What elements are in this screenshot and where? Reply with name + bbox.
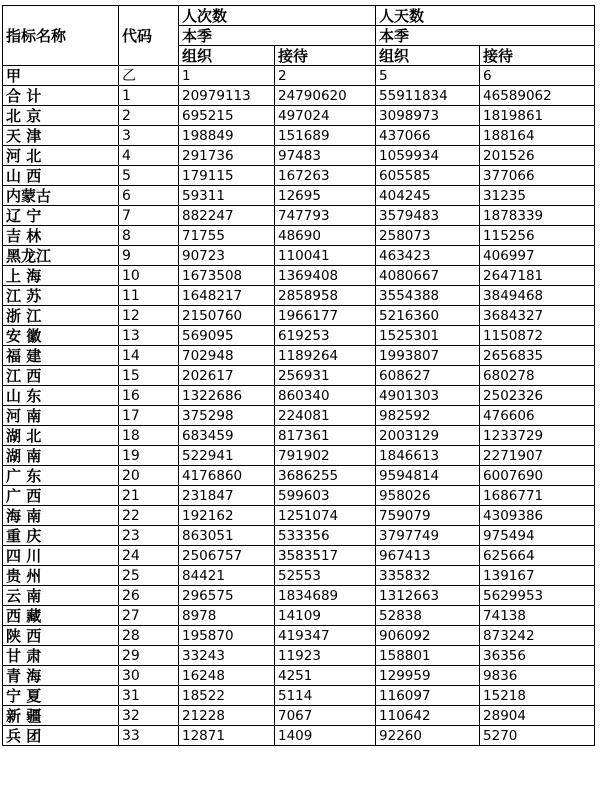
region-name-cell: 天 津 <box>3 126 119 146</box>
code-cell: 25 <box>119 566 179 586</box>
person-days-receive-cell: 139167 <box>480 566 595 586</box>
code-cell: 31 <box>119 686 179 706</box>
person-days-organize-cell: 110642 <box>376 706 480 726</box>
person-times-receive-cell: 110041 <box>275 246 376 266</box>
region-name-cell: 海 南 <box>3 506 119 526</box>
person-times-organize-cell: 2150760 <box>179 306 275 326</box>
person-times-organize-cell: 202617 <box>179 366 275 386</box>
tourism-statistics-table <box>2 5 595 746</box>
person-times-organize-cell: 1322686 <box>179 386 275 406</box>
person-days-organize-cell: 52838 <box>376 606 480 626</box>
region-name-cell: 河 北 <box>3 146 119 166</box>
index-cell: 甲 <box>3 66 119 86</box>
person-times-receive-cell: 3583517 <box>275 546 376 566</box>
region-name-cell: 兵 团 <box>3 726 119 746</box>
region-name-cell: 贵 州 <box>3 566 119 586</box>
person-days-receive-cell: 873242 <box>480 626 595 646</box>
person-times-receive-cell: 52553 <box>275 566 376 586</box>
table-row <box>3 286 595 306</box>
code-cell: 1 <box>119 86 179 106</box>
code-cell: 13 <box>119 326 179 346</box>
person-times-receive-cell: 151689 <box>275 126 376 146</box>
person-days-organize-cell: 3579483 <box>376 206 480 226</box>
person-days-receive-cell: 115256 <box>480 226 595 246</box>
person-days-receive-cell: 6007690 <box>480 466 595 486</box>
table-row <box>3 486 595 506</box>
person-days-receive-cell: 2502326 <box>480 386 595 406</box>
person-times-receive-cell: 2858958 <box>275 286 376 306</box>
person-times-receive-cell: 5114 <box>275 686 376 706</box>
person-days-organize-cell: 3098973 <box>376 106 480 126</box>
region-name-cell: 山 西 <box>3 166 119 186</box>
region-name-cell: 新 疆 <box>3 706 119 726</box>
header-code: 代码 <box>119 6 179 66</box>
person-days-receive-cell: 3684327 <box>480 306 595 326</box>
person-days-organize-cell: 463423 <box>376 246 480 266</box>
table-row <box>3 386 595 406</box>
person-times-organize-cell: 198849 <box>179 126 275 146</box>
header-indicator-name: 指标名称 <box>3 6 119 66</box>
person-days-receive-cell: 1233729 <box>480 426 595 446</box>
person-days-receive-cell: 9836 <box>480 666 595 686</box>
person-times-receive-cell: 167263 <box>275 166 376 186</box>
person-times-receive-cell: 1409 <box>275 726 376 746</box>
code-cell: 23 <box>119 526 179 546</box>
header-organize: 组织 <box>376 46 480 66</box>
person-times-organize-cell: 1673508 <box>179 266 275 286</box>
person-times-organize-cell: 18522 <box>179 686 275 706</box>
person-times-receive-cell: 747793 <box>275 206 376 226</box>
code-cell: 2 <box>119 106 179 126</box>
table-body <box>3 6 595 746</box>
person-days-organize-cell: 158801 <box>376 646 480 666</box>
table-row <box>3 606 595 626</box>
person-times-organize-cell: 179115 <box>179 166 275 186</box>
table-row <box>3 406 595 426</box>
person-times-receive-cell: 860340 <box>275 386 376 406</box>
region-name-cell: 吉 林 <box>3 226 119 246</box>
person-times-organize-cell: 231847 <box>179 486 275 506</box>
person-days-organize-cell: 759079 <box>376 506 480 526</box>
table-row <box>3 106 595 126</box>
table-row <box>3 666 595 686</box>
table-row <box>3 206 595 226</box>
person-times-organize-cell: 683459 <box>179 426 275 446</box>
table-row <box>3 246 595 266</box>
code-cell: 20 <box>119 466 179 486</box>
person-times-organize-cell: 8978 <box>179 606 275 626</box>
index-cell: 5 <box>376 66 480 86</box>
person-times-receive-cell: 7067 <box>275 706 376 726</box>
table-row <box>3 346 595 366</box>
code-cell: 11 <box>119 286 179 306</box>
person-times-organize-cell: 695215 <box>179 106 275 126</box>
person-days-organize-cell: 608627 <box>376 366 480 386</box>
person-days-receive-cell: 2271907 <box>480 446 595 466</box>
table-row <box>3 626 595 646</box>
header-person-times: 人次数 <box>179 6 376 26</box>
region-name-cell: 湖 南 <box>3 446 119 466</box>
table-row <box>3 306 595 326</box>
index-row <box>3 66 595 86</box>
person-times-receive-cell: 48690 <box>275 226 376 246</box>
region-name-cell: 辽 宁 <box>3 206 119 226</box>
statistics-sheet <box>2 5 594 746</box>
table-row <box>3 506 595 526</box>
table-row <box>3 166 595 186</box>
region-name-cell: 陕 西 <box>3 626 119 646</box>
person-times-receive-cell: 533356 <box>275 526 376 546</box>
person-days-receive-cell: 201526 <box>480 146 595 166</box>
person-times-organize-cell: 863051 <box>179 526 275 546</box>
region-name-cell: 湖 北 <box>3 426 119 446</box>
index-cell: 乙 <box>119 66 179 86</box>
code-cell: 24 <box>119 546 179 566</box>
person-times-receive-cell: 619253 <box>275 326 376 346</box>
person-days-receive-cell: 476606 <box>480 406 595 426</box>
code-cell: 30 <box>119 666 179 686</box>
person-times-organize-cell: 702948 <box>179 346 275 366</box>
code-cell: 5 <box>119 166 179 186</box>
person-times-organize-cell: 569095 <box>179 326 275 346</box>
code-cell: 22 <box>119 506 179 526</box>
person-times-organize-cell: 90723 <box>179 246 275 266</box>
person-days-organize-cell: 9594814 <box>376 466 480 486</box>
person-days-organize-cell: 3797749 <box>376 526 480 546</box>
person-days-receive-cell: 2656835 <box>480 346 595 366</box>
person-times-organize-cell: 2506757 <box>179 546 275 566</box>
person-days-receive-cell: 46589062 <box>480 86 595 106</box>
person-days-organize-cell: 129959 <box>376 666 480 686</box>
table-row <box>3 566 595 586</box>
person-days-organize-cell: 1059934 <box>376 146 480 166</box>
header-receive: 接待 <box>480 46 595 66</box>
code-cell: 15 <box>119 366 179 386</box>
person-times-receive-cell: 3686255 <box>275 466 376 486</box>
table-row <box>3 706 595 726</box>
code-cell: 28 <box>119 626 179 646</box>
code-cell: 32 <box>119 706 179 726</box>
person-days-organize-cell: 1846613 <box>376 446 480 466</box>
person-days-organize-cell: 982592 <box>376 406 480 426</box>
table-row <box>3 546 595 566</box>
person-days-receive-cell: 36356 <box>480 646 595 666</box>
person-days-organize-cell: 2003129 <box>376 426 480 446</box>
person-times-organize-cell: 4176860 <box>179 466 275 486</box>
person-times-organize-cell: 375298 <box>179 406 275 426</box>
person-times-receive-cell: 1834689 <box>275 586 376 606</box>
table-row <box>3 86 595 106</box>
person-days-receive-cell: 975494 <box>480 526 595 546</box>
region-name-cell: 江 西 <box>3 366 119 386</box>
person-times-organize-cell: 296575 <box>179 586 275 606</box>
person-days-receive-cell: 188164 <box>480 126 595 146</box>
region-name-cell: 山 东 <box>3 386 119 406</box>
table-row <box>3 646 595 666</box>
table-row <box>3 686 595 706</box>
person-times-receive-cell: 1966177 <box>275 306 376 326</box>
person-days-receive-cell: 680278 <box>480 366 595 386</box>
region-name-cell: 上 海 <box>3 266 119 286</box>
person-days-receive-cell: 5629953 <box>480 586 595 606</box>
person-times-receive-cell: 791902 <box>275 446 376 466</box>
code-cell: 14 <box>119 346 179 366</box>
person-days-receive-cell: 28904 <box>480 706 595 726</box>
person-times-receive-cell: 1251074 <box>275 506 376 526</box>
code-cell: 21 <box>119 486 179 506</box>
person-days-organize-cell: 906092 <box>376 626 480 646</box>
person-days-organize-cell: 55911834 <box>376 86 480 106</box>
table-row <box>3 366 595 386</box>
person-days-organize-cell: 3554388 <box>376 286 480 306</box>
code-cell: 4 <box>119 146 179 166</box>
person-days-receive-cell: 2647181 <box>480 266 595 286</box>
person-days-organize-cell: 1312663 <box>376 586 480 606</box>
person-times-organize-cell: 71755 <box>179 226 275 246</box>
person-days-organize-cell: 437066 <box>376 126 480 146</box>
region-name-cell: 北 京 <box>3 106 119 126</box>
person-times-organize-cell: 20979113 <box>179 86 275 106</box>
person-days-organize-cell: 4901303 <box>376 386 480 406</box>
header-this-quarter: 本季 <box>179 26 376 46</box>
person-days-organize-cell: 1525301 <box>376 326 480 346</box>
person-times-organize-cell: 291736 <box>179 146 275 166</box>
region-name-cell: 河 南 <box>3 406 119 426</box>
header-row-1 <box>3 6 595 26</box>
person-times-organize-cell: 192162 <box>179 506 275 526</box>
code-cell: 10 <box>119 266 179 286</box>
person-times-organize-cell: 882247 <box>179 206 275 226</box>
person-times-receive-cell: 256931 <box>275 366 376 386</box>
table-row <box>3 466 595 486</box>
person-days-receive-cell: 31235 <box>480 186 595 206</box>
person-times-receive-cell: 497024 <box>275 106 376 126</box>
person-times-organize-cell: 84421 <box>179 566 275 586</box>
person-days-receive-cell: 3849468 <box>480 286 595 306</box>
person-times-receive-cell: 1369408 <box>275 266 376 286</box>
person-times-organize-cell: 1648217 <box>179 286 275 306</box>
person-days-receive-cell: 377066 <box>480 166 595 186</box>
person-times-receive-cell: 12695 <box>275 186 376 206</box>
region-name-cell: 广 西 <box>3 486 119 506</box>
person-times-receive-cell: 224081 <box>275 406 376 426</box>
region-name-cell: 黑龙江 <box>3 246 119 266</box>
person-times-receive-cell: 599603 <box>275 486 376 506</box>
region-name-cell: 青 海 <box>3 666 119 686</box>
person-days-organize-cell: 92260 <box>376 726 480 746</box>
region-name-cell: 宁 夏 <box>3 686 119 706</box>
table-row <box>3 126 595 146</box>
code-cell: 33 <box>119 726 179 746</box>
table-row <box>3 526 595 546</box>
person-days-receive-cell: 4309386 <box>480 506 595 526</box>
person-times-organize-cell: 21228 <box>179 706 275 726</box>
table-row <box>3 326 595 346</box>
person-times-receive-cell: 97483 <box>275 146 376 166</box>
person-times-receive-cell: 11923 <box>275 646 376 666</box>
person-days-organize-cell: 258073 <box>376 226 480 246</box>
header-receive: 接待 <box>275 46 376 66</box>
table-row <box>3 266 595 286</box>
region-name-cell: 重 庆 <box>3 526 119 546</box>
code-cell: 19 <box>119 446 179 466</box>
person-days-receive-cell: 74138 <box>480 606 595 626</box>
region-name-cell: 合 计 <box>3 86 119 106</box>
person-days-organize-cell: 958026 <box>376 486 480 506</box>
region-name-cell: 福 建 <box>3 346 119 366</box>
table-row <box>3 446 595 466</box>
header-this-quarter: 本季 <box>376 26 595 46</box>
table-row <box>3 726 595 746</box>
person-days-organize-cell: 605585 <box>376 166 480 186</box>
region-name-cell: 广 东 <box>3 466 119 486</box>
table-row <box>3 586 595 606</box>
person-days-receive-cell: 1686771 <box>480 486 595 506</box>
person-times-organize-cell: 195870 <box>179 626 275 646</box>
person-times-receive-cell: 4251 <box>275 666 376 686</box>
person-days-organize-cell: 116097 <box>376 686 480 706</box>
region-name-cell: 安 徽 <box>3 326 119 346</box>
code-cell: 26 <box>119 586 179 606</box>
person-days-organize-cell: 335832 <box>376 566 480 586</box>
code-cell: 3 <box>119 126 179 146</box>
code-cell: 12 <box>119 306 179 326</box>
region-name-cell: 内蒙古 <box>3 186 119 206</box>
code-cell: 16 <box>119 386 179 406</box>
person-times-organize-cell: 59311 <box>179 186 275 206</box>
code-cell: 9 <box>119 246 179 266</box>
code-cell: 18 <box>119 426 179 446</box>
person-times-organize-cell: 33243 <box>179 646 275 666</box>
person-days-organize-cell: 1993807 <box>376 346 480 366</box>
code-cell: 8 <box>119 226 179 246</box>
header-organize: 组织 <box>179 46 275 66</box>
index-cell: 2 <box>275 66 376 86</box>
region-name-cell: 浙 江 <box>3 306 119 326</box>
table-row <box>3 186 595 206</box>
index-cell: 6 <box>480 66 595 86</box>
person-times-receive-cell: 419347 <box>275 626 376 646</box>
person-days-receive-cell: 625664 <box>480 546 595 566</box>
person-days-organize-cell: 404245 <box>376 186 480 206</box>
person-times-receive-cell: 817361 <box>275 426 376 446</box>
person-days-receive-cell: 15218 <box>480 686 595 706</box>
table-row <box>3 146 595 166</box>
person-times-receive-cell: 1189264 <box>275 346 376 366</box>
person-days-receive-cell: 1150872 <box>480 326 595 346</box>
person-times-receive-cell: 14109 <box>275 606 376 626</box>
person-times-organize-cell: 12871 <box>179 726 275 746</box>
person-days-receive-cell: 1878339 <box>480 206 595 226</box>
region-name-cell: 甘 肃 <box>3 646 119 666</box>
region-name-cell: 四 川 <box>3 546 119 566</box>
person-days-receive-cell: 1819861 <box>480 106 595 126</box>
person-days-organize-cell: 5216360 <box>376 306 480 326</box>
person-days-organize-cell: 967413 <box>376 546 480 566</box>
region-name-cell: 云 南 <box>3 586 119 606</box>
code-cell: 6 <box>119 186 179 206</box>
region-name-cell: 西 藏 <box>3 606 119 626</box>
header-person-days: 人天数 <box>376 6 595 26</box>
index-cell: 1 <box>179 66 275 86</box>
table-row <box>3 226 595 246</box>
person-days-receive-cell: 5270 <box>480 726 595 746</box>
person-times-organize-cell: 522941 <box>179 446 275 466</box>
code-cell: 27 <box>119 606 179 626</box>
region-name-cell: 江 苏 <box>3 286 119 306</box>
table-row <box>3 426 595 446</box>
person-times-receive-cell: 24790620 <box>275 86 376 106</box>
person-times-organize-cell: 16248 <box>179 666 275 686</box>
code-cell: 17 <box>119 406 179 426</box>
code-cell: 7 <box>119 206 179 226</box>
person-days-receive-cell: 406997 <box>480 246 595 266</box>
person-days-organize-cell: 4080667 <box>376 266 480 286</box>
code-cell: 29 <box>119 646 179 666</box>
